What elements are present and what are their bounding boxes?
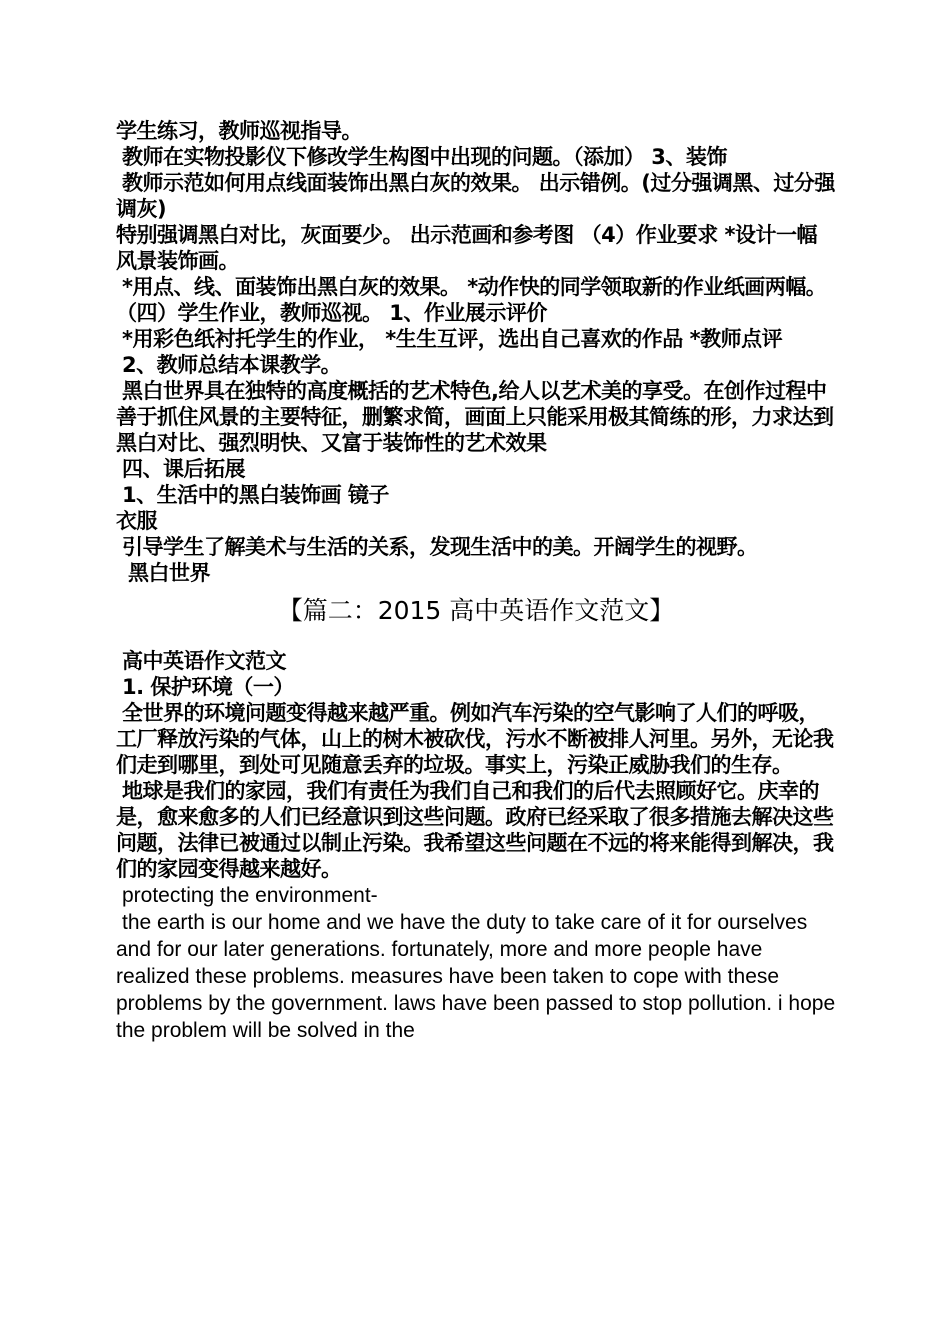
paragraph-black-white-world: 黑白世界具在独特的高度概括的艺术特色,给人以艺术美的享受。在创作过程中善于抓住风景的主要特征，删繁求简，画面上只能采用极其简练的形，力求达到黑白对比、强烈明快、又富于装饰性的艺术效果 [116,379,834,455]
paragraph-student-practice: 学生练习，教师巡视指导。 [116,119,362,143]
essay-subtitle: 1. 保护环境（一） [122,675,294,699]
section-heading: 【篇二：2015 高中英语作文范文】 [277,596,675,625]
paragraph-black-white-title: 黑白世界 [128,561,210,585]
paragraph-life-decoration: 1、生活中的黑白装饰画 镜子 [122,483,389,507]
paragraph-teacher-summary: 2、教师总结本课教学。 [122,353,342,377]
essay-paragraph-home: 地球是我们的家园，我们有责任为我们自己和我们的后代去照顾好它。庆幸的是，愈来愈多的人们已经意识到这些问题。政府已经采取了很多措施去解决这些问题，法律已被通过以制止污染。我希望这些问题在不远的将来能得到解决，我们的家园变得越来越好。 [116,779,834,881]
paragraph-clothes: 衣服 [116,509,157,533]
paragraph-decoration-task: *用点、线、面装饰出黑白灰的效果。 *动作快的同学领取新的作业纸画两幅。 （四）学生作业，教师巡视。 1、作业展示评价 [116,275,827,325]
english-paragraph: the earth is our home and we have the duty to take care of it for ourselves and for our later generations. fortunately, more and more people have realized these problems. measures have been taken to cope with these problems by the government. laws have been passed to stop pollution. i hope the problem will be solved in the [116,911,836,1042]
english-title: protecting the environment- [122,884,378,907]
paragraph-extension-heading: 四、课后拓展 [122,457,245,481]
paragraph-evaluation: *用彩色纸衬托学生的作业， *生生互评，选出自己喜欢的作品 *教师点评 [122,327,783,351]
paragraph-teacher-correction: 教师在实物投影仪下修改学生构图中出现的问题。（添加） 3、装饰 [122,145,727,169]
paragraph-guide-students: 引导学生了解美术与生活的关系，发现生活中的美。开阔学生的视野。 [122,535,758,559]
essay-paragraph-problems: 全世界的环境问题变得越来越严重。例如汽车污染的空气影响了人们的呼吸，工厂释放污染的气体，山上的树木被砍伐，污水不断被排人河里。另外，无论我们走到哪里，到处可见随意丢弃的垃圾。事实上，污染正威胁我们的生存。 [116,701,834,777]
essay-title: 高中英语作文范文 [122,649,286,673]
document-body [116,118,836,1044]
paragraph-teacher-demo: 教师示范如何用点线面装饰出黑白灰的效果。 出示错例。(过分强调黑、过分强调灰) [116,171,835,221]
paragraph-contrast-emphasis: 特别强调黑白对比，灰面要少。 出示范画和参考图 （4）作业要求 *设计一幅风景装饰画。 [116,223,818,273]
